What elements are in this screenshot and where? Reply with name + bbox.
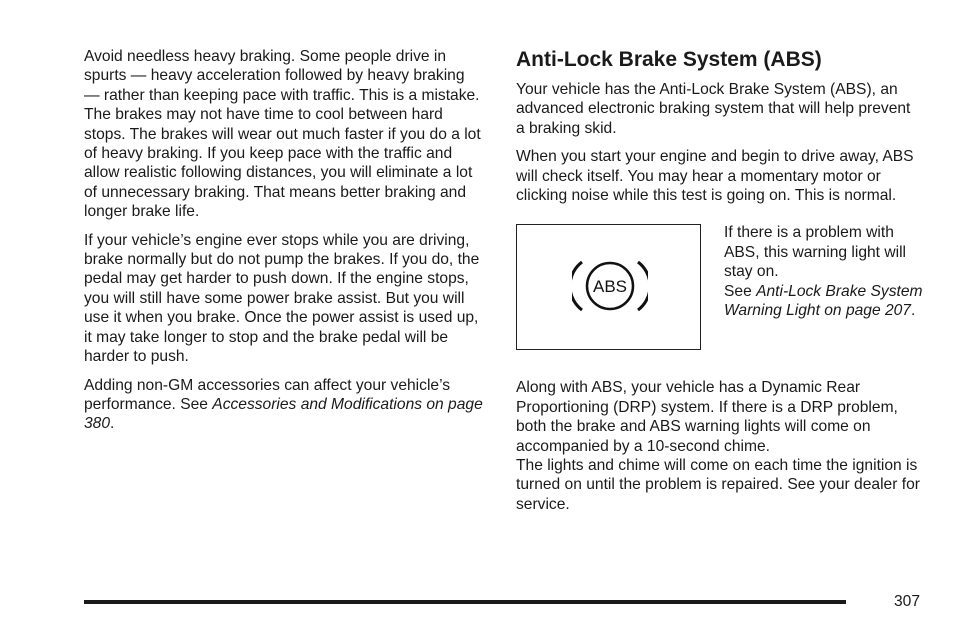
- section-heading: Anti-Lock Brake System (ABS): [516, 48, 822, 71]
- engine-stops-paragraph: If your vehicle’s engine ever stops while you are driving, brake normally but do not pump the brakes. If you do, the pedal may get harder to push down. If the engine stops, you will still have some power brake assist. But you will use it when you brake. Once the power assist is used up, it may take longer to stop and the brake pedal will be harder to push.: [84, 231, 480, 366]
- caption-text: If there is a problem with ABS, this warning light will stay on.: [724, 224, 907, 281]
- caption-period: .: [910, 302, 916, 320]
- accessories-period: .: [110, 415, 115, 433]
- figure-caption: [724, 223, 924, 320]
- left-column: [84, 47, 484, 443]
- abs-warning-light-icon: [572, 260, 648, 312]
- footer-rule: [84, 600, 846, 604]
- drp-paragraph: Along with ABS, your vehicle has a Dynamic Rear Proportioning (DRP) system. If there is a DRP problem, both the brake and ABS warning lights will come on accompanied by a 10-second chime.: [516, 379, 898, 455]
- accessories-paragraph: [84, 376, 484, 434]
- abs-self-check-paragraph: When you start your engine and begin to drive away, ABS will check itself. You may hear a momentary motor or clicking noise while this test is going on. This is normal.: [516, 148, 914, 205]
- abs-warning-light-box: [516, 224, 701, 350]
- right-column: [516, 48, 921, 523]
- caption-see: See: [724, 282, 757, 300]
- accessories-reference-link[interactable]: Accessories and Modifications on page 380: [84, 395, 483, 433]
- heavy-braking-paragraph: Avoid needless heavy braking. Some people drive in spurts — heavy acceleration followed by heavy braking — rather than keeping pace with traffic. This is a mistake. The brakes may not have time to cool between hard stops. The brakes will wear out much faster if you do a lot of heavy braking. If you keep pace with the traffic and allow realistic following distances, you will eliminate a lot of unnecessary braking. That means better braking and longer brake life.: [84, 48, 481, 221]
- abs-figure: [516, 224, 921, 352]
- abs-intro-paragraph: Your vehicle has the Anti-Lock Brake System (ABS), an advanced electronic braking system that will help prevent a braking skid.: [516, 81, 911, 137]
- abs-warning-light-reference-link[interactable]: Anti-Lock Brake System Warning Light on page 207: [724, 282, 923, 320]
- accessories-text: Adding non-GM accessories can affect your vehicle’s performance. See: [84, 376, 451, 413]
- abs-icon-label: ABS: [592, 277, 628, 297]
- page-number: 307: [893, 593, 920, 610]
- chime-paragraph: The lights and chime will come on each time the ignition is turned on until the problem is repaired. See your dealer for service.: [516, 457, 920, 513]
